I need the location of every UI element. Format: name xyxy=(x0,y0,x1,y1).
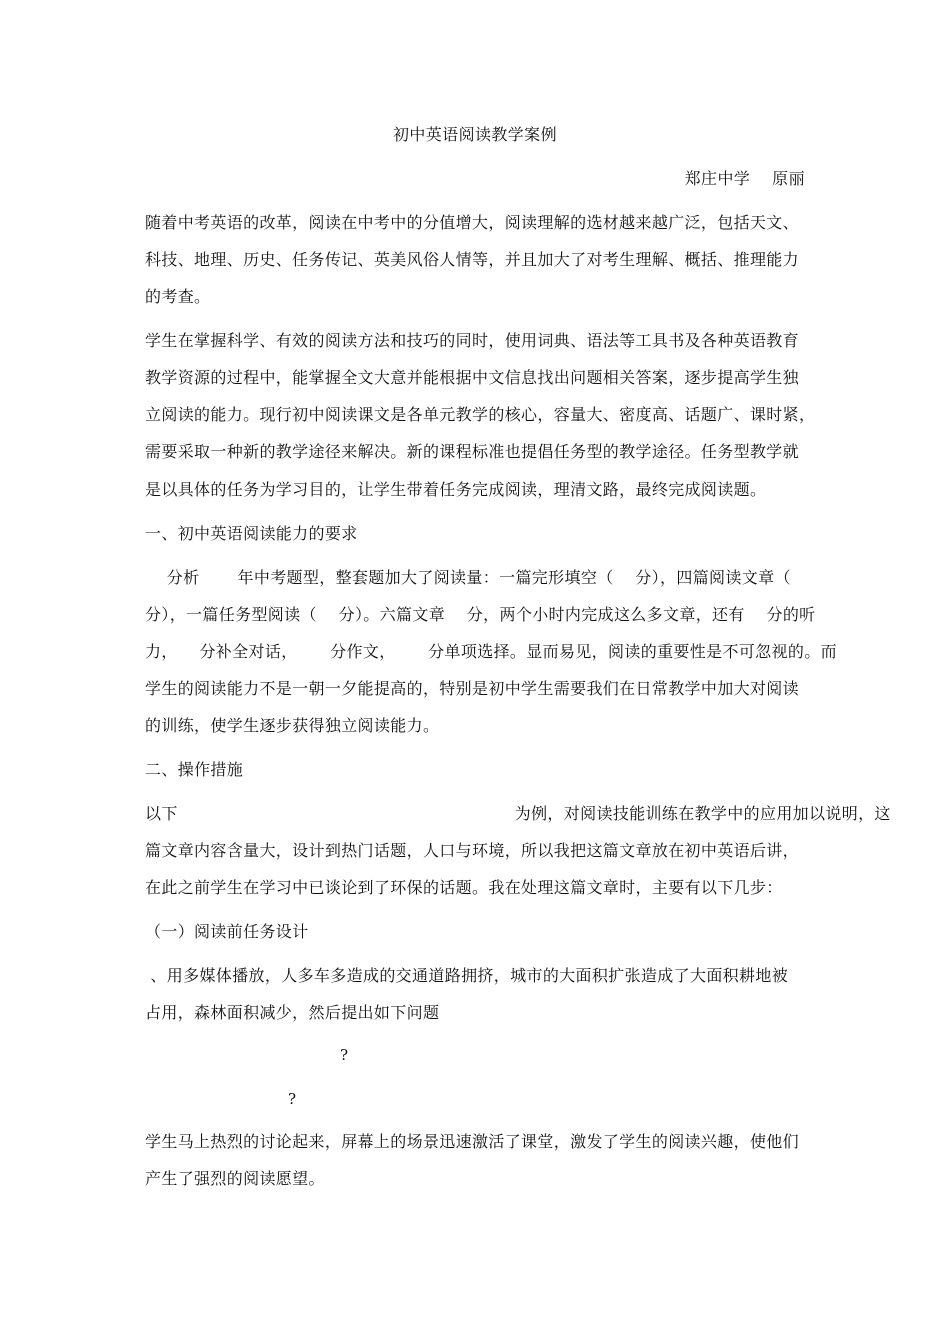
section-heading-1: 一、初中英语阅读能力的要求 xyxy=(145,524,358,543)
question-mark-2: ? xyxy=(288,1090,297,1108)
paragraph-4-line-2: 篇文章内容含量大，设计到热门话题，人口与环境，所以我把这篇文章放在初中英语后讲， xyxy=(145,841,800,860)
section-heading-3: （一）阅读前任务设计 xyxy=(145,922,309,941)
paragraph-5-line-2: 占用，森林面积减少，然后提出如下问题 xyxy=(145,1003,440,1022)
section-heading-2: 二、操作措施 xyxy=(145,760,244,779)
paragraph-2-line-5: 是以具体的任务为学习目的，让学生带着任务完成阅读，理清文路，最终完成阅读题。 xyxy=(145,480,767,499)
paragraph-4-line-1: 以下 为例，对阅读技能训练在教学中的应用加以说明，这 xyxy=(145,804,891,823)
author-line: 郑庄中学 原丽 xyxy=(684,169,805,188)
paragraph-2-line-4: 需要采取一种新的教学途径来解决。新的课程标准也提倡任务型的教学途径。任务型教学就 xyxy=(145,442,800,461)
paragraph-2-line-3: 立阅读的能力。现行初中阅读课文是各单元教学的核心，容量大、密度高、话题广、课时紧， xyxy=(145,405,816,424)
paragraph-1-line-1: 随着中考英语的改革，阅读在中考中的分值增大，阅读理解的选材越来越广泛，包括天文、 xyxy=(145,213,800,232)
paragraph-2-line-1: 学生在掌握科学、有效的阅读方法和技巧的同时，使用词典、语法等工具书及各种英语教育 xyxy=(145,331,800,350)
paragraph-5-line-1: 、用多媒体播放，人多车多造成的交通道路拥挤，城市的大面积扩张造成了大面积耕地被 xyxy=(145,966,789,985)
paragraph-3-line-2: 分），一篇任务型阅读（ 分）。六篇文章 分，两个小时内完成这么多文章，还有 分的听 xyxy=(145,605,816,624)
paragraph-4-line-3: 在此之前学生在学习中已谈论到了环保的话题。我在处理这篇文章时，主要有以下几步： xyxy=(145,878,783,897)
paragraph-1-line-3: 的考查。 xyxy=(145,287,211,306)
paragraph-3-line-4: 学生的阅读能力不是一朝一夕能提高的，特别是初中学生需要我们在日常教学中加大对阅读 xyxy=(145,679,800,698)
question-mark-1: ? xyxy=(340,1046,349,1064)
paragraph-1-line-2: 科技、地理、历史、任务传记、英美风俗人情等，并且加大了对考生理解、概括、推理能力 xyxy=(145,250,800,269)
paragraph-3-line-5: 的训练，使学生逐步获得独立阅读能力。 xyxy=(145,716,440,735)
paragraph-2-line-2: 教学资源的过程中，能掌握全文大意并能根据中文信息找出问题相关答案，逐步提高学生独 xyxy=(145,368,800,387)
paragraph-6-line-2: 产生了强烈的阅读愿望。 xyxy=(145,1169,325,1188)
paragraph-3-line-1: 分析 年中考题型，整套题加大了阅读量：一篇完形填空（ 分），四篇阅读文章（ xyxy=(145,568,791,587)
paragraph-6-line-1: 学生马上热烈的讨论起来，屏幕上的场景迅速激活了课堂，激发了学生的阅读兴趣，使他们 xyxy=(145,1132,800,1151)
document-title: 初中英语阅读教学案例 xyxy=(392,125,557,144)
paragraph-3-line-3: 力， 分补全对话， 分作文， 分单项选择。显而易见，阅读的重要性是不可忽视的。而 xyxy=(145,642,837,661)
